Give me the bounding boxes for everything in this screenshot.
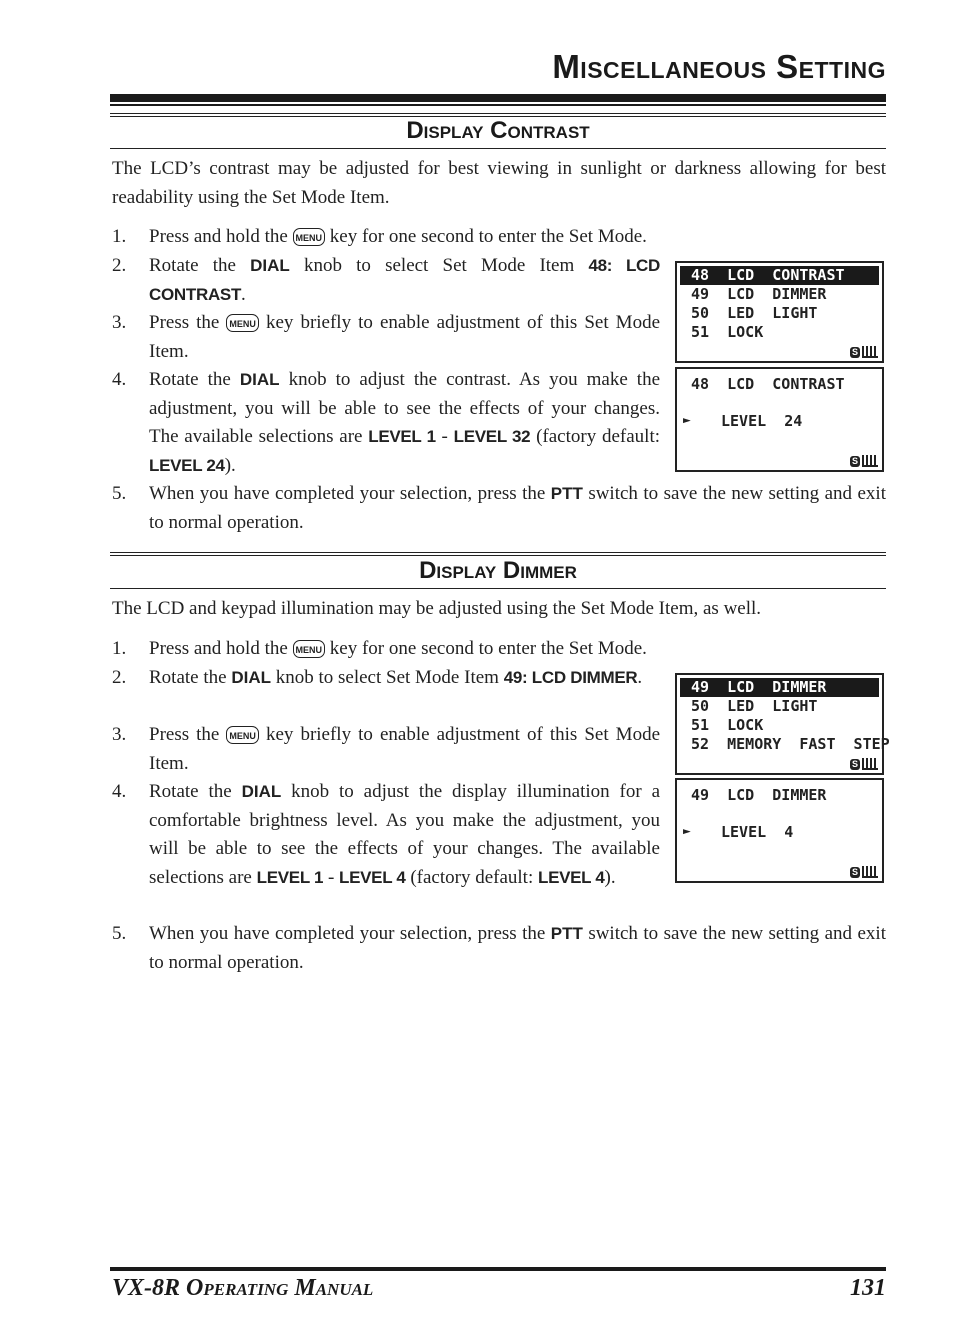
lcd-row: 50 LED LIGHT <box>691 304 818 322</box>
lcd-value: LEVEL 4 <box>721 823 794 841</box>
lcd-value-display <box>675 778 884 883</box>
selector-arrow-icon: ► <box>683 413 691 428</box>
step-5: When you have completed your selection, press the PTT switch to save the new setting and exit to normal operation. <box>149 483 886 533</box>
lcd-menu-display <box>675 261 884 363</box>
lcd-value-display <box>675 367 884 472</box>
step-number: 3. <box>112 724 127 745</box>
step-4: Rotate the DIAL knob to adjust the display illumination for a comfortable brightness level. As you make the adjustment, you will be able to see the effects of your changes. The available selections are LEVEL 1 - LEVEL 4 (factory default: LEVEL 4). <box>149 781 661 888</box>
step-2: Rotate the DIAL knob to select Set Mode Item 48: LCD CONTRAST. <box>149 255 660 305</box>
step-number: 4. <box>112 781 127 802</box>
footer-rule <box>110 1267 886 1271</box>
lcd-item: 48 LCD CONTRAST <box>691 375 845 393</box>
title-rule-thin <box>110 104 886 106</box>
step-5: When you have completed your selection, press the PTT switch to save the new setting and exit to normal operation. <box>149 923 886 973</box>
section-title-display-dimmer: Display Dimmer <box>419 557 577 584</box>
lcd-status <box>850 346 878 358</box>
menu-key-icon: MENU <box>226 726 259 744</box>
s-badge: S <box>851 866 858 877</box>
menu-key-icon: MENU <box>226 314 259 332</box>
page-number: 131 <box>850 1275 886 1301</box>
lcd-status <box>850 455 878 467</box>
page-title: Miscellaneous Setting <box>552 48 886 85</box>
step-3: Press the MENU key briefly to enable adjustment of this Set Mode Item. <box>149 724 661 774</box>
menu-key-icon: MENU <box>293 228 326 246</box>
step-3: Press the MENU key briefly to enable adjustment of this Set Mode Item. <box>149 312 661 362</box>
battery-bars-icon <box>862 866 878 878</box>
step-number: 5. <box>112 923 127 944</box>
lcd-row: 51 LOCK <box>691 716 764 734</box>
section-rule <box>110 113 886 114</box>
s-badge: S <box>851 346 858 357</box>
battery-bars-icon <box>862 346 878 358</box>
section-rule <box>110 552 886 553</box>
step-number: 2. <box>112 255 127 276</box>
section-rule <box>110 555 886 556</box>
step-number: 5. <box>112 483 127 504</box>
lcd-value: LEVEL 24 <box>721 412 803 430</box>
lcd-item: 49 LCD DIMMER <box>691 786 827 804</box>
manual-title: VX-8R Operating Manual <box>112 1275 374 1301</box>
step-4: Rotate the DIAL knob to adjust the contrast. As you make the adjustment, you will be able to see the effects of your changes. The available selections are LEVEL 1 - LEVEL 32 (factory default: LEVEL 24). <box>149 369 660 476</box>
lcd-status <box>850 758 878 770</box>
step-number: 3. <box>112 312 127 333</box>
section-rule <box>110 588 886 589</box>
s-badge: S <box>851 758 858 769</box>
lcd-row-selected: 49 LCD DIMMER <box>680 678 879 697</box>
lcd-row: 49 LCD DIMMER <box>691 285 827 303</box>
section-intro: The LCD’s contrast may be adjusted for best viewing in sunlight or darkness allowing for best readability using the Set Mode Item. <box>112 158 886 208</box>
s-badge: S <box>851 455 858 466</box>
section-title-display-contrast: Display Contrast <box>406 117 590 144</box>
lcd-menu-display <box>675 673 890 775</box>
step-number: 4. <box>112 369 127 390</box>
menu-key-icon: MENU <box>293 640 326 658</box>
step-number: 2. <box>112 667 127 688</box>
step-number: 1. <box>112 226 127 247</box>
lcd-row: 52 MEMORY FAST STEP <box>691 735 890 753</box>
lcd-row-selected: 48 LCD CONTRAST <box>680 266 879 285</box>
lcd-row: 51 LOCK <box>691 323 764 341</box>
section-rule <box>110 148 886 149</box>
battery-bars-icon <box>862 758 878 770</box>
selector-arrow-icon: ► <box>683 824 691 839</box>
lcd-status <box>850 866 878 878</box>
title-rule <box>110 94 886 102</box>
step-1: Press and hold the MENU key for one second to enter the Set Mode. <box>149 226 647 247</box>
battery-bars-icon <box>862 455 878 467</box>
step-number: 1. <box>112 638 127 659</box>
section-intro: The LCD and keypad illumination may be adjusted using the Set Mode Item, as well. <box>112 598 762 619</box>
lcd-row: 50 LED LIGHT <box>691 697 818 715</box>
step-1: Press and hold the MENU key for one second to enter the Set Mode. <box>149 638 647 659</box>
step-2: Rotate the DIAL knob to select Set Mode Item 49: LCD DIMMER. <box>149 667 643 688</box>
